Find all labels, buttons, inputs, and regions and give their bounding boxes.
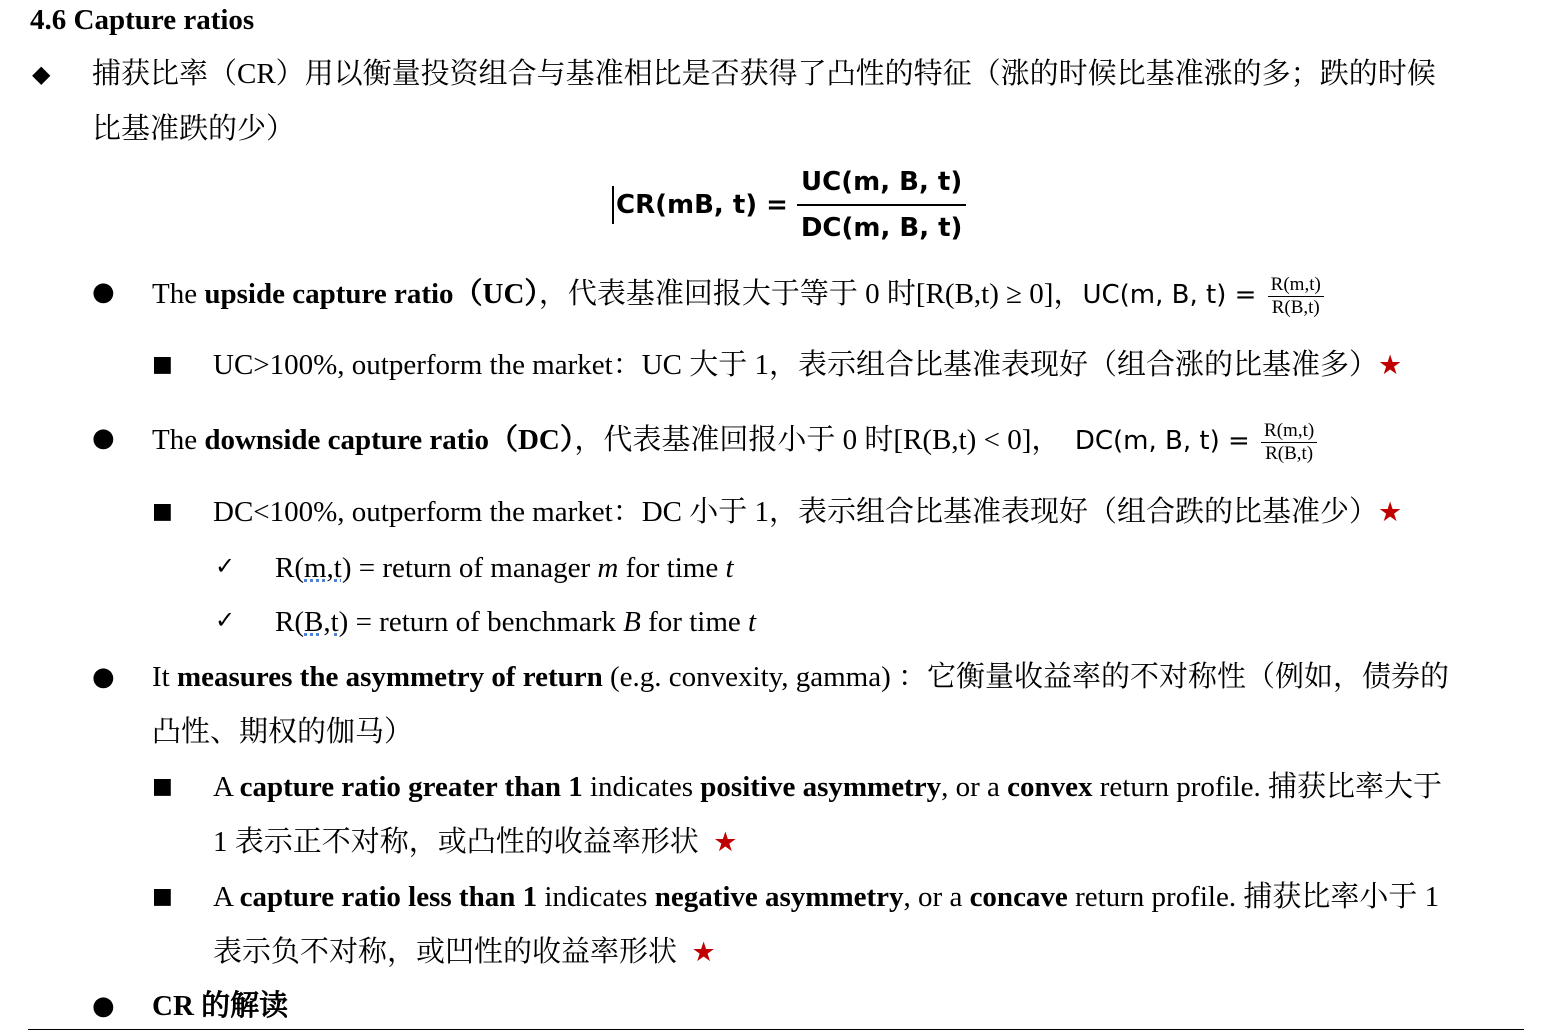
definition-benchmark bbox=[275, 604, 756, 640]
def-text: = return of manager bbox=[351, 552, 598, 584]
square-bullet-icon: ■ bbox=[152, 774, 173, 799]
less-b2: negative asymmetry bbox=[654, 881, 904, 913]
def-var: B bbox=[623, 606, 641, 638]
square-bullet-icon: ■ bbox=[152, 499, 173, 524]
downside-fraction-denominator: R(B,t) bbox=[1265, 443, 1314, 464]
less-a: A bbox=[213, 881, 240, 913]
main-formula bbox=[612, 162, 966, 248]
section-heading: 4.6 Capture ratios bbox=[30, 4, 255, 36]
main-formula-denominator: DC(m, B, t) bbox=[800, 213, 963, 243]
downside-term: downside capture ratio（DC） bbox=[204, 424, 575, 457]
check-icon: ✓ bbox=[215, 606, 236, 634]
downside-formula-lhs: DC(m, B, t) = bbox=[1074, 426, 1250, 457]
interpretation-line bbox=[152, 988, 288, 1024]
intro-line-1: 捕获比率（CR）用以衡量投资组合与基准相比是否获得了凸性的特征（涨的时候比基准涨的多；跌的时候 bbox=[92, 58, 1436, 90]
bullet-dot-icon: ● bbox=[92, 662, 115, 692]
upside-fraction bbox=[1268, 274, 1324, 319]
greater-line-1 bbox=[213, 769, 1442, 805]
square-bullet-icon: ■ bbox=[152, 352, 173, 377]
def-close: ) bbox=[338, 606, 349, 638]
greater-d: , or a bbox=[941, 771, 1008, 803]
star-icon: ★ bbox=[691, 937, 716, 968]
upside-formula-lhs: UC(m, B, t) = bbox=[1082, 280, 1257, 311]
main-formula-numerator: UC(m, B, t) bbox=[797, 162, 966, 206]
greater-b2: positive asymmetry bbox=[700, 771, 942, 803]
greater-c: indicates bbox=[582, 771, 701, 803]
upside-sub bbox=[213, 347, 1402, 384]
asymmetry-prefix: It bbox=[152, 661, 177, 693]
less-c: indicates bbox=[537, 881, 655, 913]
def-r: R( bbox=[275, 552, 304, 584]
bullet-dot-icon: ● bbox=[92, 991, 115, 1021]
main-formula-fraction bbox=[797, 162, 966, 248]
def-mid: for time bbox=[618, 552, 726, 584]
less-e: return profile. 捕获比率小于 1 bbox=[1067, 881, 1440, 913]
greater-b1: capture ratio greater than 1 bbox=[239, 771, 583, 803]
star-icon: ★ bbox=[713, 827, 738, 858]
def-close: ) bbox=[341, 552, 352, 584]
upside-desc: ，代表基准回报大于等于 0 时[R(B,t) ≥ 0]， bbox=[538, 278, 1083, 311]
less-line-2-text: 表示负不对称，或凹性的收益率形状 bbox=[213, 936, 678, 968]
asymmetry-line-1 bbox=[152, 659, 1449, 695]
upside-fraction-denominator: R(B,t) bbox=[1271, 297, 1320, 318]
definition-manager bbox=[275, 550, 734, 586]
downside-desc: ，代表基准回报小于 0 时[R(B,t) < 0]， bbox=[574, 424, 1061, 457]
downside-line bbox=[152, 420, 1317, 465]
def-var: m bbox=[597, 552, 619, 584]
bullet-dot-icon: ● bbox=[92, 277, 115, 307]
def-mid: for time bbox=[640, 606, 748, 638]
upside-line bbox=[152, 274, 1324, 319]
upside-term: upside capture ratio（UC） bbox=[204, 278, 539, 311]
downside-prefix: The bbox=[152, 424, 205, 457]
def-text: = return of benchmark bbox=[348, 606, 624, 638]
less-d: , or a bbox=[903, 881, 970, 913]
bullet-dot-icon: ● bbox=[92, 423, 115, 453]
greater-line-2-text: 1 表示正不对称，或凸性的收益率形状 bbox=[213, 826, 699, 858]
less-line-2 bbox=[213, 934, 716, 971]
check-icon: ✓ bbox=[215, 552, 236, 580]
def-t: t bbox=[725, 552, 734, 584]
def-args: B,t bbox=[304, 606, 339, 638]
greater-a: A bbox=[213, 771, 240, 803]
intro-line-2: 比基准跌的少） bbox=[92, 113, 296, 145]
asymmetry-line-2: 凸性、期权的伽马） bbox=[152, 716, 414, 748]
def-t: t bbox=[748, 606, 757, 638]
square-bullet-icon: ■ bbox=[152, 884, 173, 909]
greater-line-2 bbox=[213, 824, 737, 861]
downside-fraction bbox=[1261, 420, 1317, 465]
star-icon: ★ bbox=[1378, 497, 1403, 528]
interpretation-cr: CR bbox=[152, 990, 194, 1022]
diamond-bullet-icon: ◆ bbox=[32, 60, 51, 88]
downside-sub-text: DC<100%, outperform the market：DC 小于 1，表示组合比基准表现好（组合跌的比基准少） bbox=[213, 496, 1378, 528]
main-formula-lhs: CR(mB, t) = bbox=[616, 190, 788, 220]
greater-e: return profile. 捕获比率大于 bbox=[1092, 771, 1443, 803]
upside-sub-text: UC>100%, outperform the market：UC 大于 1，表示组合比基准表现好（组合涨的比基准多） bbox=[213, 349, 1378, 381]
def-args: m,t bbox=[304, 552, 342, 584]
downside-fraction-numerator: R(m,t) bbox=[1261, 420, 1317, 443]
text-cursor bbox=[612, 186, 614, 224]
def-r: R( bbox=[275, 606, 304, 638]
less-b3: concave bbox=[969, 881, 1068, 913]
greater-b3: convex bbox=[1007, 771, 1093, 803]
less-line-1 bbox=[213, 879, 1439, 915]
less-b1: capture ratio less than 1 bbox=[239, 881, 538, 913]
downside-sub bbox=[213, 494, 1402, 531]
interpretation-rest: 的解读 bbox=[193, 990, 289, 1022]
asymmetry-term: measures the asymmetry of return bbox=[176, 661, 603, 693]
upside-fraction-numerator: R(m,t) bbox=[1268, 274, 1324, 297]
upside-prefix: The bbox=[152, 278, 205, 311]
bottom-divider bbox=[28, 1029, 1524, 1030]
asymmetry-paren: (e.g. convexity, gamma) ：它衡量收益率的不对称性（例如，债券的 bbox=[602, 661, 1450, 693]
star-icon: ★ bbox=[1378, 350, 1403, 381]
